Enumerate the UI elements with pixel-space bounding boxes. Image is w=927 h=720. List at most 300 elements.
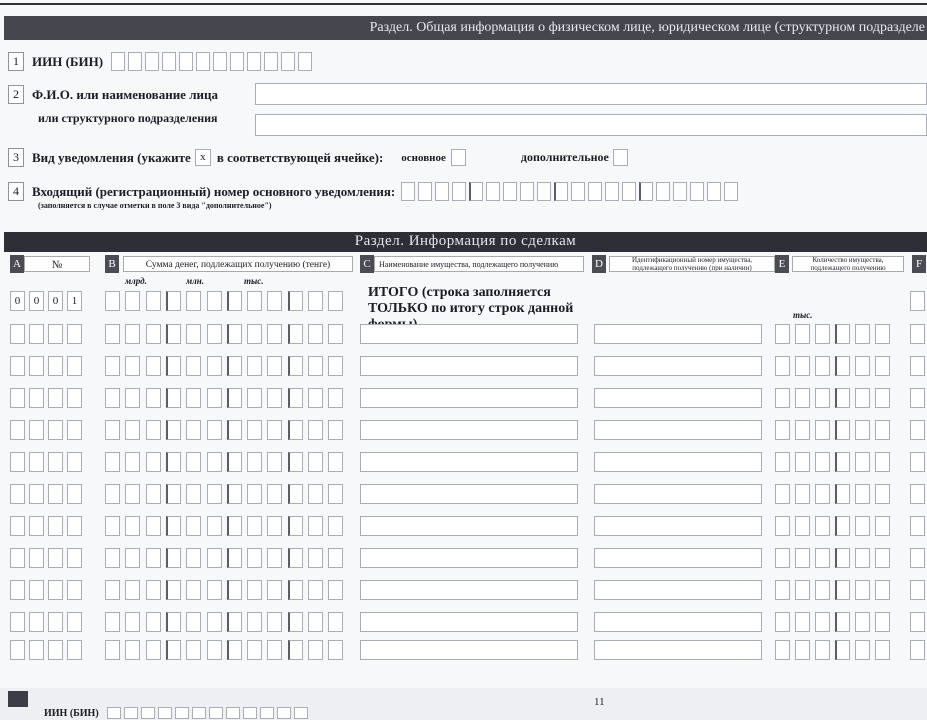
amount-cell[interactable] <box>125 388 140 408</box>
property-name-input[interactable] <box>360 548 578 568</box>
column-f-cell[interactable] <box>910 640 925 660</box>
digit-cell[interactable] <box>401 182 415 201</box>
row-number-cell[interactable] <box>48 612 63 632</box>
amount-cell[interactable] <box>247 516 262 536</box>
row-number-cell[interactable] <box>10 612 25 632</box>
quantity-cell[interactable] <box>835 548 850 568</box>
digit-cell[interactable] <box>622 182 636 201</box>
footer-iin-cells[interactable] <box>107 707 311 719</box>
row-number-cell[interactable] <box>67 548 82 568</box>
quantity-cell[interactable] <box>815 452 830 472</box>
amount-cell[interactable] <box>288 420 303 440</box>
quantity-cell[interactable] <box>875 452 890 472</box>
digit-cell[interactable] <box>128 52 142 71</box>
amount-cell[interactable] <box>186 356 201 376</box>
amount-cell[interactable] <box>247 324 262 344</box>
digit-cell[interactable] <box>196 52 210 71</box>
amount-cell[interactable] <box>146 291 161 311</box>
column-f-cell[interactable] <box>910 420 925 440</box>
amount-cell[interactable] <box>328 612 343 632</box>
amount-cell[interactable] <box>328 516 343 536</box>
amount-cell[interactable] <box>207 420 222 440</box>
quantity-cell[interactable] <box>775 580 790 600</box>
column-f-cell[interactable] <box>910 356 925 376</box>
digit-cell[interactable] <box>537 182 551 201</box>
amount-cell[interactable] <box>186 516 201 536</box>
row-number-cell[interactable] <box>67 640 82 660</box>
amount-cell[interactable] <box>247 420 262 440</box>
amount-cell[interactable] <box>267 291 282 311</box>
quantity-cell[interactable] <box>875 388 890 408</box>
amount-cell[interactable] <box>288 548 303 568</box>
amount-cell[interactable] <box>267 580 282 600</box>
quantity-cell[interactable] <box>795 612 810 632</box>
quantity-cell[interactable] <box>855 548 870 568</box>
row-number-cell[interactable] <box>48 516 63 536</box>
amount-cell[interactable] <box>105 548 120 568</box>
row-number-cell[interactable] <box>10 640 25 660</box>
amount-cell[interactable] <box>308 484 323 504</box>
quantity-cell[interactable] <box>835 324 850 344</box>
row-number-cell[interactable]: 1 <box>67 291 82 311</box>
amount-cell[interactable] <box>247 484 262 504</box>
property-id-input[interactable] <box>594 388 762 408</box>
digit-cell[interactable] <box>520 182 534 201</box>
amount-cell[interactable] <box>105 388 120 408</box>
property-id-input[interactable] <box>594 516 762 536</box>
digit-cell[interactable] <box>571 182 585 201</box>
row-number-cell[interactable] <box>10 484 25 504</box>
digit-cell[interactable] <box>724 182 738 201</box>
quantity-cell[interactable] <box>835 580 850 600</box>
digit-cell[interactable] <box>209 707 223 719</box>
row-number-cell[interactable] <box>48 548 63 568</box>
amount-cell[interactable] <box>166 612 181 632</box>
amount-cell[interactable] <box>207 484 222 504</box>
amount-cell[interactable] <box>146 356 161 376</box>
quantity-cell[interactable] <box>855 356 870 376</box>
amount-cell[interactable] <box>328 580 343 600</box>
quantity-cell[interactable] <box>875 580 890 600</box>
amount-cell[interactable] <box>288 580 303 600</box>
quantity-cell[interactable] <box>815 640 830 660</box>
digit-cell[interactable] <box>111 52 125 71</box>
row-number-cell[interactable] <box>29 548 44 568</box>
amount-cell[interactable] <box>288 612 303 632</box>
amount-cell[interactable] <box>186 580 201 600</box>
digit-cell[interactable] <box>486 182 500 201</box>
amount-cell[interactable] <box>166 484 181 504</box>
digit-cell[interactable] <box>226 707 240 719</box>
amount-cell[interactable] <box>166 548 181 568</box>
property-name-input[interactable] <box>360 452 578 472</box>
amount-cell[interactable] <box>166 291 181 311</box>
property-id-input[interactable] <box>594 324 762 344</box>
amount-cell[interactable] <box>186 420 201 440</box>
row-number-cell[interactable]: 0 <box>48 291 63 311</box>
digit-cell[interactable] <box>260 707 274 719</box>
amount-cell[interactable] <box>146 420 161 440</box>
column-f-cell[interactable] <box>910 388 925 408</box>
row-number-cell[interactable] <box>29 612 44 632</box>
quantity-cell[interactable] <box>855 388 870 408</box>
amount-cell[interactable] <box>105 291 120 311</box>
digit-cell[interactable] <box>294 707 308 719</box>
row-number-cell[interactable] <box>29 324 44 344</box>
quantity-cell[interactable] <box>855 324 870 344</box>
amount-cell[interactable] <box>166 516 181 536</box>
quantity-cell[interactable] <box>795 548 810 568</box>
amount-cell[interactable] <box>328 548 343 568</box>
digit-cell[interactable] <box>690 182 704 201</box>
quantity-cell[interactable] <box>875 484 890 504</box>
row-number-cell[interactable] <box>29 356 44 376</box>
quantity-cell[interactable] <box>795 516 810 536</box>
digit-cell[interactable] <box>418 182 432 201</box>
amount-cell[interactable] <box>125 548 140 568</box>
amount-cell[interactable] <box>207 516 222 536</box>
quantity-cell[interactable] <box>795 580 810 600</box>
quantity-cell[interactable] <box>795 640 810 660</box>
quantity-cell[interactable] <box>775 356 790 376</box>
amount-cell[interactable] <box>308 388 323 408</box>
amount-cell[interactable] <box>267 452 282 472</box>
amount-cell[interactable] <box>166 324 181 344</box>
amount-cell[interactable] <box>247 612 262 632</box>
quantity-cell[interactable] <box>815 580 830 600</box>
amount-cell[interactable] <box>267 420 282 440</box>
digit-cell[interactable] <box>145 52 159 71</box>
option-additional-checkbox[interactable] <box>613 149 628 166</box>
amount-cell[interactable] <box>247 640 262 660</box>
quantity-cell[interactable] <box>835 356 850 376</box>
row-number-cell[interactable] <box>67 388 82 408</box>
digit-cell[interactable] <box>243 707 257 719</box>
quantity-cell[interactable] <box>835 388 850 408</box>
amount-cell[interactable] <box>146 612 161 632</box>
row-number-cell[interactable] <box>29 420 44 440</box>
amount-cell[interactable] <box>146 388 161 408</box>
row-number-cell[interactable] <box>67 580 82 600</box>
digit-cell[interactable] <box>673 182 687 201</box>
quantity-cell[interactable] <box>835 452 850 472</box>
digit-cell[interactable] <box>141 707 155 719</box>
quantity-cell[interactable] <box>855 612 870 632</box>
amount-cell[interactable] <box>308 640 323 660</box>
digit-cell[interactable] <box>124 707 138 719</box>
quantity-cell[interactable] <box>875 516 890 536</box>
digit-cell[interactable] <box>158 707 172 719</box>
row-number-cell[interactable] <box>10 548 25 568</box>
amount-cell[interactable] <box>207 452 222 472</box>
property-name-input[interactable] <box>360 580 578 600</box>
row-number-cell[interactable] <box>10 516 25 536</box>
amount-cell[interactable] <box>308 548 323 568</box>
amount-cell[interactable] <box>166 420 181 440</box>
digit-cell[interactable] <box>605 182 619 201</box>
quantity-cell[interactable] <box>835 612 850 632</box>
amount-cell[interactable] <box>166 640 181 660</box>
amount-cell[interactable] <box>328 640 343 660</box>
row-number-cell[interactable] <box>29 580 44 600</box>
amount-cell[interactable] <box>166 388 181 408</box>
amount-cell[interactable] <box>288 452 303 472</box>
digit-cell[interactable] <box>277 707 291 719</box>
amount-cell[interactable] <box>247 580 262 600</box>
row-number-cell[interactable] <box>29 516 44 536</box>
amount-cell[interactable] <box>105 516 120 536</box>
column-f-cell[interactable] <box>910 324 925 344</box>
amount-cell[interactable] <box>247 291 262 311</box>
property-id-input[interactable] <box>594 452 762 472</box>
quantity-cell[interactable] <box>835 640 850 660</box>
quantity-cell[interactable] <box>795 356 810 376</box>
quantity-cell[interactable] <box>855 516 870 536</box>
digit-cell[interactable] <box>435 182 449 201</box>
amount-cell[interactable] <box>105 356 120 376</box>
amount-cell[interactable] <box>186 291 201 311</box>
quantity-cell[interactable] <box>775 516 790 536</box>
quantity-cell[interactable] <box>775 640 790 660</box>
amount-cell[interactable] <box>288 484 303 504</box>
amount-cell[interactable] <box>288 324 303 344</box>
quantity-cell[interactable] <box>815 420 830 440</box>
quantity-cell[interactable] <box>775 324 790 344</box>
property-id-input[interactable] <box>594 548 762 568</box>
amount-cell[interactable] <box>186 612 201 632</box>
row-number-cell[interactable]: 0 <box>29 291 44 311</box>
amount-cell[interactable] <box>227 548 242 568</box>
column-f-cell[interactable] <box>910 548 925 568</box>
row-number-cell[interactable] <box>67 356 82 376</box>
option-main-checkbox[interactable] <box>451 149 466 166</box>
row-number-cell[interactable] <box>48 452 63 472</box>
property-name-input[interactable] <box>360 640 578 660</box>
amount-cell[interactable] <box>288 356 303 376</box>
row-number-cell[interactable] <box>67 484 82 504</box>
property-name-input[interactable] <box>360 484 578 504</box>
digit-cell[interactable] <box>588 182 602 201</box>
quantity-cell[interactable] <box>815 548 830 568</box>
amount-cell[interactable] <box>267 516 282 536</box>
reg-number-cells[interactable] <box>401 182 741 201</box>
amount-cell[interactable] <box>186 484 201 504</box>
quantity-cell[interactable] <box>775 484 790 504</box>
amount-cell[interactable] <box>207 580 222 600</box>
quantity-cell[interactable] <box>835 420 850 440</box>
amount-cell[interactable] <box>207 324 222 344</box>
row-number-cell[interactable] <box>29 388 44 408</box>
amount-cell[interactable] <box>288 516 303 536</box>
row-number-cell[interactable] <box>10 452 25 472</box>
digit-cell[interactable] <box>107 707 121 719</box>
digit-cell[interactable] <box>452 182 466 201</box>
amount-cell[interactable] <box>125 356 140 376</box>
amount-cell[interactable] <box>247 548 262 568</box>
amount-cell[interactable] <box>267 356 282 376</box>
amount-cell[interactable] <box>125 291 140 311</box>
property-id-input[interactable] <box>594 484 762 504</box>
amount-cell[interactable] <box>125 452 140 472</box>
quantity-cell[interactable] <box>855 640 870 660</box>
amount-cell[interactable] <box>125 420 140 440</box>
quantity-cell[interactable] <box>795 484 810 504</box>
digit-cell[interactable] <box>264 52 278 71</box>
property-id-input[interactable] <box>594 612 762 632</box>
amount-cell[interactable] <box>267 324 282 344</box>
amount-cell[interactable] <box>146 640 161 660</box>
amount-cell[interactable] <box>247 452 262 472</box>
amount-cell[interactable] <box>328 324 343 344</box>
amount-cell[interactable] <box>186 640 201 660</box>
amount-cell[interactable] <box>227 516 242 536</box>
amount-cell[interactable] <box>105 452 120 472</box>
quantity-cell[interactable] <box>875 548 890 568</box>
property-id-input[interactable] <box>594 640 762 660</box>
row-number-cell[interactable] <box>10 580 25 600</box>
column-f-cell[interactable] <box>910 612 925 632</box>
quantity-cell[interactable] <box>855 580 870 600</box>
digit-cell[interactable] <box>707 182 721 201</box>
amount-cell[interactable] <box>308 516 323 536</box>
quantity-cell[interactable] <box>815 388 830 408</box>
amount-cell[interactable] <box>227 580 242 600</box>
quantity-cell[interactable] <box>855 452 870 472</box>
quantity-cell[interactable] <box>875 420 890 440</box>
amount-cell[interactable] <box>207 640 222 660</box>
row-number-cell[interactable] <box>48 580 63 600</box>
amount-cell[interactable] <box>227 484 242 504</box>
digit-cell[interactable] <box>639 182 653 201</box>
digit-cell[interactable] <box>554 182 568 201</box>
amount-cell[interactable] <box>207 548 222 568</box>
digit-cell[interactable] <box>247 52 261 71</box>
quantity-cell[interactable] <box>815 612 830 632</box>
row-number-cell[interactable] <box>67 452 82 472</box>
amount-cell[interactable] <box>308 580 323 600</box>
amount-cell[interactable] <box>146 548 161 568</box>
row-number-cell[interactable] <box>29 640 44 660</box>
quantity-cell[interactable] <box>855 484 870 504</box>
row-number-cell[interactable] <box>10 324 25 344</box>
digit-cell[interactable] <box>503 182 517 201</box>
amount-cell[interactable] <box>227 324 242 344</box>
amount-cell[interactable] <box>166 356 181 376</box>
amount-cell[interactable] <box>227 356 242 376</box>
digit-cell[interactable] <box>298 52 312 71</box>
quantity-cell[interactable] <box>815 324 830 344</box>
amount-cell[interactable] <box>227 452 242 472</box>
amount-cell[interactable] <box>267 640 282 660</box>
amount-cell[interactable] <box>146 516 161 536</box>
amount-cell[interactable] <box>328 388 343 408</box>
row-number-cell[interactable] <box>48 388 63 408</box>
amount-cell[interactable] <box>125 484 140 504</box>
property-id-input[interactable] <box>594 356 762 376</box>
amount-cell[interactable] <box>166 580 181 600</box>
amount-cell[interactable] <box>308 324 323 344</box>
amount-cell[interactable] <box>207 356 222 376</box>
quantity-cell[interactable] <box>815 484 830 504</box>
quantity-cell[interactable] <box>835 484 850 504</box>
row-number-cell[interactable] <box>67 516 82 536</box>
quantity-cell[interactable] <box>875 324 890 344</box>
amount-cell[interactable] <box>328 420 343 440</box>
amount-cell[interactable] <box>267 548 282 568</box>
amount-cell[interactable] <box>146 580 161 600</box>
digit-cell[interactable] <box>175 707 189 719</box>
digit-cell[interactable] <box>179 52 193 71</box>
amount-cell[interactable] <box>328 452 343 472</box>
row-number-cell[interactable] <box>48 420 63 440</box>
row-number-cell[interactable] <box>48 356 63 376</box>
digit-cell[interactable] <box>192 707 206 719</box>
amount-cell[interactable] <box>328 484 343 504</box>
column-f-cell[interactable] <box>910 516 925 536</box>
amount-cell[interactable] <box>146 324 161 344</box>
property-id-input[interactable] <box>594 580 762 600</box>
amount-cell[interactable] <box>288 291 303 311</box>
row-number-cell[interactable]: 0 <box>10 291 25 311</box>
quantity-cell[interactable] <box>795 324 810 344</box>
quantity-cell[interactable] <box>775 548 790 568</box>
digit-cell[interactable] <box>162 52 176 71</box>
quantity-cell[interactable] <box>855 420 870 440</box>
amount-cell[interactable] <box>308 420 323 440</box>
quantity-cell[interactable] <box>815 516 830 536</box>
quantity-cell[interactable] <box>775 452 790 472</box>
quantity-cell[interactable] <box>815 356 830 376</box>
amount-cell[interactable] <box>186 452 201 472</box>
column-f-cell[interactable] <box>910 484 925 504</box>
row-number-cell[interactable] <box>10 388 25 408</box>
column-f-cell[interactable] <box>910 452 925 472</box>
row-number-cell[interactable] <box>48 640 63 660</box>
quantity-cell[interactable] <box>835 516 850 536</box>
amount-cell[interactable] <box>227 640 242 660</box>
row-number-cell[interactable] <box>10 356 25 376</box>
row-number-cell[interactable] <box>29 452 44 472</box>
column-f-cell[interactable] <box>910 580 925 600</box>
name-input-1[interactable] <box>255 83 927 105</box>
amount-cell[interactable] <box>288 388 303 408</box>
amount-cell[interactable] <box>247 388 262 408</box>
quantity-cell[interactable] <box>875 640 890 660</box>
digit-cell[interactable] <box>469 182 483 201</box>
column-f-cell[interactable] <box>910 291 925 311</box>
amount-cell[interactable] <box>186 324 201 344</box>
amount-cell[interactable] <box>125 580 140 600</box>
amount-cell[interactable] <box>125 640 140 660</box>
amount-cell[interactable] <box>227 291 242 311</box>
property-name-input[interactable] <box>360 388 578 408</box>
quantity-cell[interactable] <box>795 420 810 440</box>
amount-cell[interactable] <box>186 388 201 408</box>
row-number-cell[interactable] <box>67 612 82 632</box>
iin-cells[interactable] <box>111 52 315 71</box>
amount-cell[interactable] <box>267 484 282 504</box>
quantity-cell[interactable] <box>875 356 890 376</box>
amount-cell[interactable] <box>207 612 222 632</box>
amount-cell[interactable] <box>227 388 242 408</box>
amount-cell[interactable] <box>146 484 161 504</box>
property-name-input[interactable] <box>360 516 578 536</box>
amount-cell[interactable] <box>105 324 120 344</box>
property-name-input[interactable] <box>360 612 578 632</box>
amount-cell[interactable] <box>105 612 120 632</box>
amount-cell[interactable] <box>125 324 140 344</box>
amount-cell[interactable] <box>328 356 343 376</box>
